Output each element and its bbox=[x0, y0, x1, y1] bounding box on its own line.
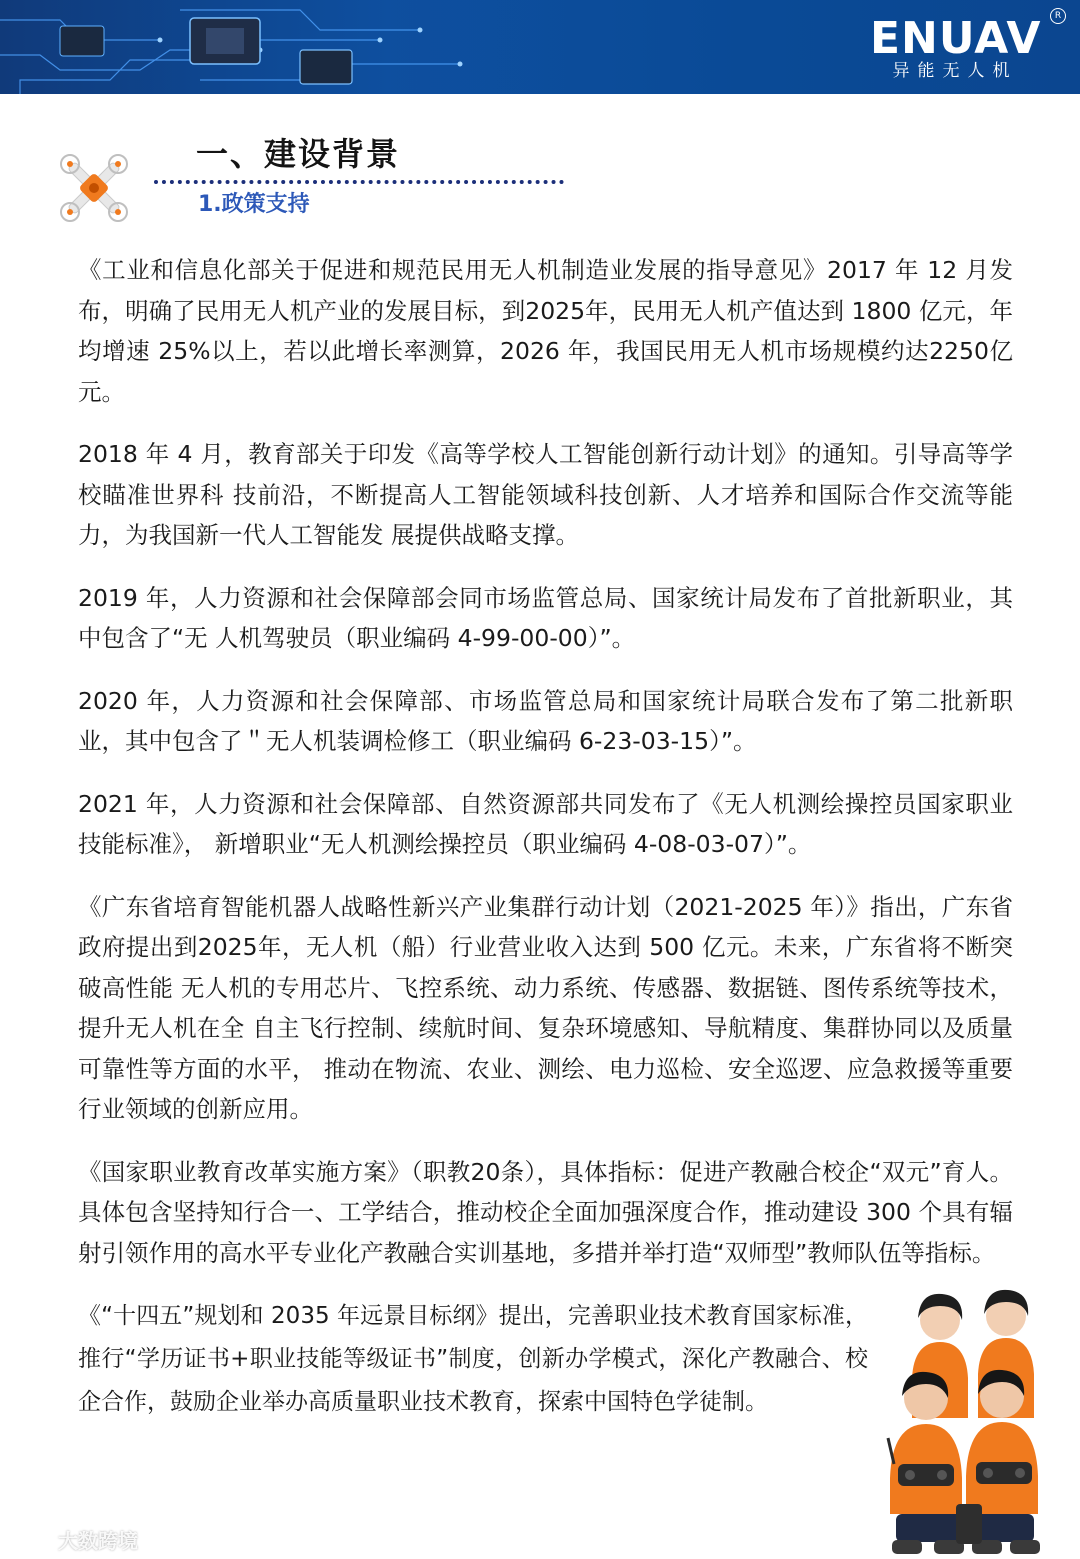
registered-mark: R bbox=[1050, 8, 1066, 24]
title-divider bbox=[154, 180, 564, 184]
watermark-logo-icon bbox=[8, 1526, 52, 1552]
brand-wordmark: ENUAV bbox=[870, 13, 1042, 64]
paragraph: 《“十四五”规划和 2035 年远景目标纲》提出，完善职业技术教育国家标准，推行“学历证书+职业技能等级证书”制度，创新办学模式，深化产教融合、校企合作，鼓励企业举办高质量职业技术教育，探索中国特色学徒制。 bbox=[78, 1303, 868, 1415]
watermark bbox=[8, 1524, 138, 1554]
paragraph: 2018 年 4 月，教育部关于印发《高等学校人工智能创新行动计划》的通知。引导高等学校瞄准世界科 技前沿，不断提高人工智能领域科技创新、人才培养和国际合作交流等能力，为我国新一代人工智能发 展提供战略支撑。 bbox=[78, 440, 1013, 549]
paragraph: 《广东省培育智能机器人战略性新兴产业集群行动计划（2021-2025 年）》指出，广东省政府提出到2025年，无人机（船）行业营业收入达到 500 亿元。未来，广东省将不断突破高性能 无人机的专用芯片、飞控系统、动力系统、传感器、数据链、图传系统等技术，提升无人机在全 自主飞行控制、续航时间、复杂环境感知、导航精度、集群协同以及质量可靠性等方面的水平， 推动在物流、农业、测绘、电力巡检、安全巡逻、应急救援等重要行业领域的创新应用。 bbox=[78, 892, 1013, 1123]
drone-icon bbox=[56, 150, 132, 226]
policy-content bbox=[78, 250, 1013, 1446]
students-with-controllers-illustration bbox=[868, 1278, 1068, 1559]
brand-logo bbox=[870, 14, 1040, 84]
subsection-title: 1.政策支持 bbox=[198, 192, 310, 217]
paragraph: 2020 年，人力资源和社会保障部、市场监管总局和国家统计局联合发布了第二批新职业，其中包含了＂无人机装调检修工（职业编码 6-23-03-15）”。 bbox=[78, 686, 1013, 755]
paragraph: 2019 年，人力资源和社会保障部会同市场监管总局、国家统计局发布了首批新职业，其中包含了“无 人机驾驶员（职业编码 4-99-00-00）”。 bbox=[78, 583, 1013, 652]
section-title: 一、建设背景 bbox=[196, 135, 401, 173]
circuit-board-graphic bbox=[0, 0, 560, 94]
paragraph: 2021 年，人力资源和社会保障部、自然资源部共同发布了《无人机测绘操控员国家职业技能标准》， 新增职业“无人机测绘操控员（职业编码 4-08-03-07）”。 bbox=[78, 789, 1013, 858]
watermark-text: 大数跨境 bbox=[58, 1528, 138, 1553]
paragraph: 《工业和信息化部关于促进和规范民用无人机制造业发展的指导意见》2017 年 12 月发布，明确了民用无人机产业的发展目标，到2025年，民用无人机产值达到 1800 亿元，年均增速 25%以上，若以此增长率测算，2026 年，我国民用无人机市场规模约达2250亿元。 bbox=[78, 256, 1013, 406]
brand-subtitle: 异能无人机 bbox=[892, 61, 1018, 81]
header-banner bbox=[0, 0, 1080, 94]
paragraph: 《国家职业教育改革实施方案》（职教20条），具体指标：促进产教融合校企“双元”育人。具体包含坚持知行合一、工学结合，推动校企全面加强深度合作，推动建设 300 个具有辐射引领作用的高水平专业化产教融合实训基地，多措并举打造“双师型”教师队伍等指标。 bbox=[78, 1157, 1013, 1267]
